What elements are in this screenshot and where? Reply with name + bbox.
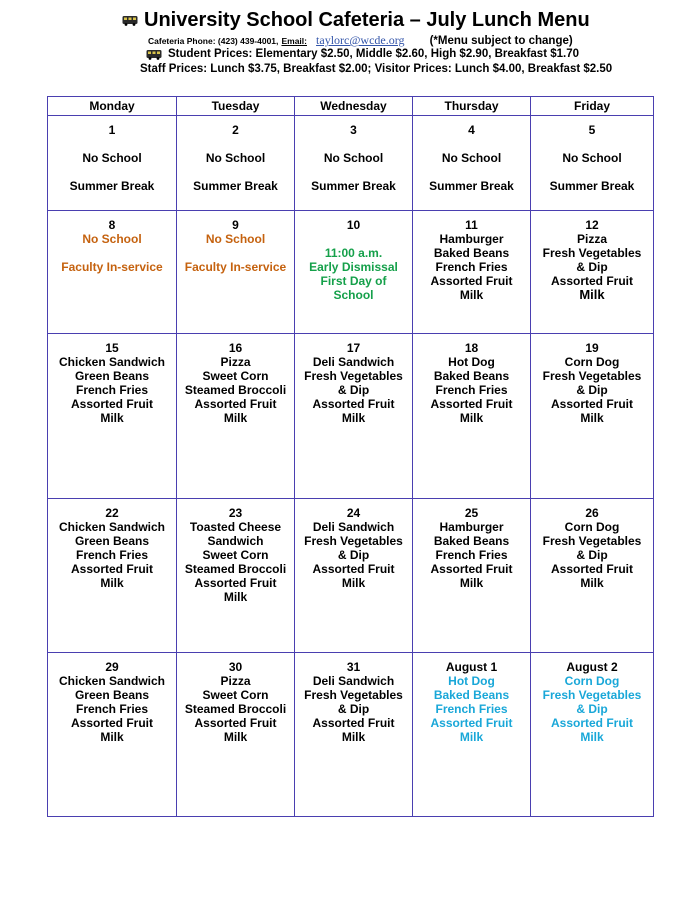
menu-item: Sweet Corn bbox=[202, 548, 269, 562]
menu-item: Milk bbox=[100, 730, 124, 744]
day-number: 29 bbox=[105, 660, 119, 674]
day-cell bbox=[531, 116, 654, 211]
menu-item: Milk bbox=[100, 576, 124, 590]
weekday-header-row bbox=[48, 97, 654, 116]
day-number: 30 bbox=[228, 660, 243, 674]
menu-item: Assorted Fruit bbox=[70, 716, 153, 730]
menu-item: Corn Dog bbox=[564, 674, 620, 688]
day-cell bbox=[177, 116, 295, 211]
menu-item: Assorted Fruit bbox=[194, 397, 277, 411]
menu-item: Fresh Vegetables bbox=[304, 688, 403, 702]
menu-item: Assorted Fruit bbox=[550, 397, 633, 411]
day-number: 16 bbox=[228, 341, 243, 355]
menu-item: Hot Dog bbox=[448, 674, 495, 688]
day-number: 24 bbox=[346, 506, 361, 520]
menu-item: Assorted Fruit bbox=[550, 716, 633, 730]
menu-item: Green Beans bbox=[74, 534, 150, 548]
menu-item: Sweet Corn bbox=[202, 688, 269, 702]
menu-item: French Fries bbox=[75, 548, 149, 562]
menu-item: Milk bbox=[223, 411, 248, 425]
menu-item: Assorted Fruit bbox=[70, 562, 153, 576]
day-number: August 1 bbox=[445, 660, 498, 674]
menu-item: Assorted Fruit bbox=[194, 716, 277, 730]
day-number: 10 bbox=[346, 218, 361, 232]
day-cell bbox=[177, 653, 295, 817]
menu-item: Assorted Fruit bbox=[430, 716, 513, 730]
phone-text: Cafeteria Phone: (423) 439-4001, bbox=[148, 36, 279, 46]
menu-item: 11:00 a.m. bbox=[324, 246, 383, 260]
day-number: 23 bbox=[228, 506, 243, 520]
day-cell bbox=[295, 116, 413, 211]
menu-item: Steamed Broccoli bbox=[184, 383, 287, 397]
day-cell bbox=[413, 499, 531, 653]
menu-item: Milk bbox=[341, 730, 366, 744]
day-number: 2 bbox=[232, 123, 239, 137]
spacer bbox=[295, 232, 412, 246]
menu-item: No School bbox=[82, 151, 142, 165]
menu-item: Fresh Vegetables bbox=[304, 369, 403, 383]
menu-item: Summer Break bbox=[193, 179, 278, 193]
menu-item: Baked Beans bbox=[433, 688, 510, 702]
day-cell bbox=[48, 211, 177, 334]
student-prices-row bbox=[146, 48, 579, 60]
menu-item: Assorted Fruit bbox=[430, 274, 513, 288]
title-row bbox=[122, 9, 590, 32]
menu-item: Milk bbox=[579, 287, 605, 302]
menu-item: Summer Break bbox=[429, 179, 514, 193]
day-number: 31 bbox=[346, 660, 361, 674]
email-label: Email: bbox=[281, 36, 307, 46]
menu-item: No School bbox=[82, 232, 142, 246]
menu-item: Green Beans bbox=[74, 688, 150, 702]
menu-item: Assorted Fruit bbox=[70, 397, 153, 411]
menu-item: Fresh Vegetables bbox=[542, 688, 642, 702]
menu-item: Fresh Vegetables bbox=[542, 534, 642, 548]
menu-item: Fresh Vegetables bbox=[542, 369, 642, 383]
spacer bbox=[295, 165, 412, 179]
day-cell bbox=[177, 334, 295, 499]
day-cell bbox=[413, 116, 531, 211]
day-cell bbox=[413, 334, 531, 499]
menu-item: Pizza bbox=[220, 674, 251, 688]
day-cell bbox=[531, 211, 654, 334]
week-row bbox=[48, 211, 654, 334]
menu-item: Early Dismissal bbox=[309, 260, 398, 274]
spacer bbox=[177, 246, 294, 260]
day-number: 17 bbox=[346, 341, 361, 355]
menu-item: Deli Sandwich bbox=[312, 674, 395, 688]
menu-item: Steamed Broccoli bbox=[184, 702, 287, 716]
menu-item: & Dip bbox=[337, 383, 370, 397]
menu-item: Steamed Broccoli bbox=[184, 562, 287, 576]
menu-item: Milk bbox=[459, 288, 484, 302]
day-number: 18 bbox=[464, 341, 479, 355]
weekday-header: Friday bbox=[531, 97, 654, 116]
staff-prices: Staff Prices: Lunch $3.75, Breakfast $2.00; Visitor Prices: Lunch $4.00, Breakfast $2.50 bbox=[140, 63, 613, 75]
menu-item: Deli Sandwich bbox=[312, 355, 395, 369]
spacer bbox=[48, 246, 176, 260]
menu-item: French Fries bbox=[75, 383, 149, 397]
menu-item: Summer Break bbox=[549, 179, 635, 193]
day-number: August 2 bbox=[566, 660, 618, 674]
day-number: 5 bbox=[588, 123, 596, 137]
day-cell bbox=[413, 211, 531, 334]
menu-item: Summer Break bbox=[311, 179, 396, 193]
menu-item: First Day of bbox=[320, 274, 387, 288]
menu-item: Assorted Fruit bbox=[550, 274, 633, 288]
menu-item: No School bbox=[205, 151, 266, 165]
day-cell bbox=[531, 653, 654, 817]
menu-item: School bbox=[333, 288, 374, 302]
day-cell bbox=[48, 499, 177, 653]
menu-item: Milk bbox=[341, 411, 366, 425]
menu-item: No School bbox=[441, 151, 502, 165]
spacer bbox=[413, 165, 530, 179]
week-row bbox=[48, 116, 654, 211]
menu-item: Hamburger bbox=[439, 232, 504, 246]
day-number: 25 bbox=[464, 506, 479, 520]
day-cell bbox=[295, 653, 413, 817]
day-cell bbox=[177, 211, 295, 334]
menu-item: Deli Sandwich bbox=[312, 520, 395, 534]
menu-item: Pizza bbox=[220, 355, 251, 369]
week-row bbox=[48, 334, 654, 499]
menu-item: Faculty In-service bbox=[184, 260, 287, 274]
day-number: 1 bbox=[108, 123, 116, 137]
menu-item: Milk bbox=[100, 411, 124, 425]
menu-item: Baked Beans bbox=[433, 369, 510, 383]
day-cell bbox=[295, 334, 413, 499]
email-link[interactable]: taylorc@wcde.org bbox=[316, 33, 405, 47]
menu-item: Fresh Vegetables bbox=[542, 246, 642, 260]
menu-item: & Dip bbox=[576, 702, 608, 716]
menu-item: Assorted Fruit bbox=[312, 397, 395, 411]
day-cell bbox=[48, 116, 177, 211]
menu-item: Assorted Fruit bbox=[194, 576, 277, 590]
menu-item: Chicken Sandwich bbox=[58, 674, 166, 688]
menu-item: & Dip bbox=[576, 548, 608, 562]
menu-item: Milk bbox=[223, 730, 248, 744]
day-cell bbox=[48, 334, 177, 499]
menu-item: & Dip bbox=[576, 260, 608, 274]
spacer bbox=[531, 165, 653, 179]
menu-item: French Fries bbox=[435, 548, 508, 562]
contact-row bbox=[148, 33, 573, 48]
menu-item: Milk bbox=[341, 576, 366, 590]
menu-item: Baked Beans bbox=[433, 534, 510, 548]
menu-item: No School bbox=[562, 151, 622, 165]
menu-item: French Fries bbox=[435, 702, 508, 716]
day-cell bbox=[413, 653, 531, 817]
menu-item: & Dip bbox=[576, 383, 608, 397]
menu-item: & Dip bbox=[337, 548, 370, 562]
student-prices: Student Prices: Elementary $2.50, Middle $2.60, High $2.90, Breakfast $1.70 bbox=[168, 48, 579, 60]
menu-item: Assorted Fruit bbox=[430, 562, 513, 576]
bus-icon bbox=[122, 15, 138, 26]
menu-item: Summer Break bbox=[69, 179, 155, 193]
day-number: 12 bbox=[585, 218, 599, 232]
menu-item: Toasted Cheese bbox=[189, 520, 282, 534]
day-number: 8 bbox=[108, 218, 116, 232]
menu-item: Sweet Corn bbox=[202, 369, 269, 383]
week-row bbox=[48, 499, 654, 653]
day-number: 11 bbox=[465, 218, 478, 232]
change-note: (*Menu subject to change) bbox=[429, 35, 573, 47]
menu-item: Hot Dog bbox=[448, 355, 495, 369]
day-cell bbox=[295, 499, 413, 653]
menu-item: Milk bbox=[580, 730, 604, 744]
day-number: 9 bbox=[232, 218, 239, 232]
day-number: 19 bbox=[585, 341, 599, 355]
menu-item: Hamburger bbox=[439, 520, 504, 534]
menu-item: Milk bbox=[223, 590, 248, 604]
day-cell bbox=[48, 653, 177, 817]
menu-item: French Fries bbox=[435, 260, 508, 274]
menu-item: Assorted Fruit bbox=[312, 716, 395, 730]
menu-item: Milk bbox=[580, 411, 604, 425]
day-number: 3 bbox=[350, 123, 357, 137]
day-number: 4 bbox=[468, 123, 475, 137]
menu-item: Sandwich bbox=[207, 534, 264, 548]
menu-item: Pizza bbox=[576, 232, 607, 246]
menu-item: Milk bbox=[459, 411, 484, 425]
menu-item: Assorted Fruit bbox=[430, 397, 513, 411]
menu-item: Assorted Fruit bbox=[312, 562, 395, 576]
day-cell bbox=[531, 334, 654, 499]
menu-item: French Fries bbox=[75, 702, 149, 716]
menu-item: Assorted Fruit bbox=[550, 562, 633, 576]
menu-item: Corn Dog bbox=[564, 355, 620, 369]
weekday-header: Wednesday bbox=[295, 97, 413, 116]
menu-calendar bbox=[47, 96, 654, 817]
menu-item: & Dip bbox=[337, 702, 370, 716]
menu-item: Milk bbox=[580, 576, 604, 590]
menu-item: Fresh Vegetables bbox=[304, 534, 403, 548]
menu-item: Chicken Sandwich bbox=[58, 520, 166, 534]
spacer bbox=[177, 165, 294, 179]
day-number: 22 bbox=[105, 506, 119, 520]
menu-item: Milk bbox=[459, 576, 484, 590]
week-row bbox=[48, 653, 654, 817]
page-title: University School Cafeteria – July Lunch Menu bbox=[144, 9, 590, 31]
day-cell bbox=[295, 211, 413, 334]
menu-item: Milk bbox=[459, 730, 484, 744]
menu-item: Corn Dog bbox=[564, 520, 620, 534]
menu-item: No School bbox=[323, 151, 384, 165]
menu-item: No School bbox=[205, 232, 266, 246]
weekday-header: Thursday bbox=[413, 97, 531, 116]
day-number: 26 bbox=[585, 506, 599, 520]
menu-item: Faculty In-service bbox=[61, 260, 163, 274]
day-cell bbox=[531, 499, 654, 653]
spacer bbox=[48, 165, 176, 179]
weekday-header: Monday bbox=[48, 97, 177, 116]
menu-item: French Fries bbox=[435, 383, 508, 397]
weekday-header: Tuesday bbox=[177, 97, 295, 116]
day-number: 15 bbox=[105, 341, 119, 355]
menu-item: Chicken Sandwich bbox=[58, 355, 166, 369]
menu-item: Green Beans bbox=[74, 369, 150, 383]
bus-icon bbox=[146, 49, 162, 60]
day-cell bbox=[177, 499, 295, 653]
menu-item: Baked Beans bbox=[433, 246, 510, 260]
